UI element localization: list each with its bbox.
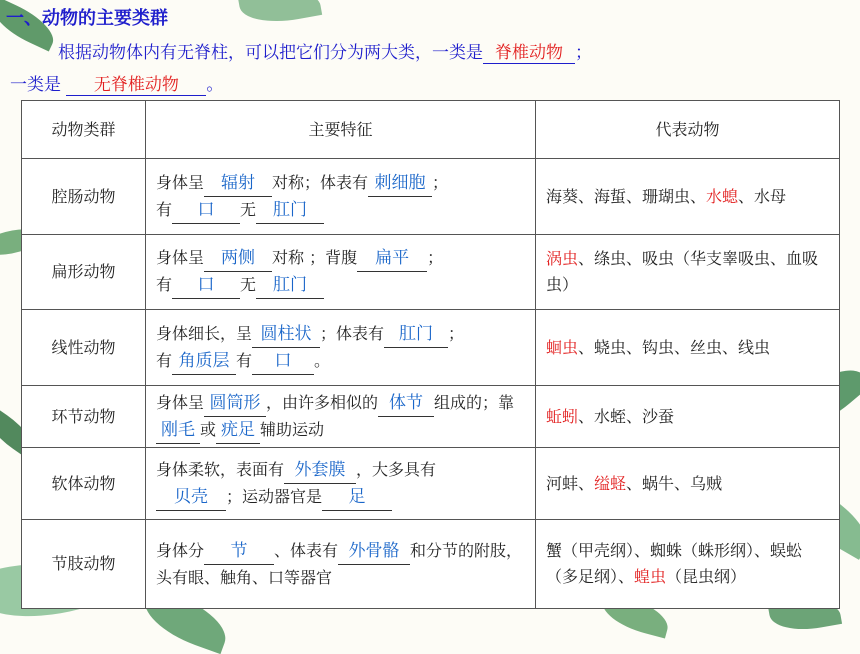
table-row: [22, 448, 840, 520]
example-text: 、水蛭、沙蚕: [578, 406, 675, 426]
example-highlight: 蛔虫: [546, 337, 579, 357]
table-row: [22, 386, 840, 448]
feature-text: ；体表有: [320, 323, 385, 343]
feature-text: 有: [236, 350, 253, 370]
feature-text: 身体细长，呈: [156, 323, 253, 343]
intro-text: 。: [206, 75, 224, 95]
example-highlight: 蝗虫: [634, 567, 667, 586]
feature-text: 无: [240, 199, 257, 219]
feature-answer: 圆柱状: [252, 321, 320, 348]
feature-answer: 刺细胞: [368, 170, 432, 197]
feature-answer: 贝壳: [156, 484, 226, 511]
examples-cell: [536, 520, 840, 609]
feature-text: 身体分: [156, 540, 205, 560]
feature-text: 、体表有: [274, 540, 339, 560]
example-text: 蟹（甲壳纲）、蜘蛛（蛛形纲）、蜈蚣（多足纲）、: [546, 541, 803, 586]
example-text: 河蚌、: [546, 473, 595, 493]
feature-text: ；: [432, 172, 449, 192]
feature-text: ；: [427, 248, 444, 267]
feature-answer: 刚毛: [156, 417, 200, 444]
page-title: 一、动物的主要类群: [6, 8, 168, 29]
feature-answer: 口: [172, 197, 240, 224]
examples-cell: [536, 159, 840, 235]
table-row: [22, 310, 840, 386]
feature-answer: 疣足: [216, 417, 260, 444]
intro-answer-2: 无脊椎动物: [66, 70, 206, 96]
feature-answer: 足: [322, 484, 392, 511]
feature-answer: 外骨骼: [338, 538, 410, 565]
feature-text: 或: [200, 419, 217, 439]
feature-text: 无: [240, 275, 257, 294]
features-cell: [146, 520, 536, 609]
group-name: 软体动物: [22, 448, 146, 520]
feature-text: ；: [448, 323, 465, 343]
example-text: （昆虫纲）: [666, 567, 747, 586]
example-text: 海葵、海蜇、珊瑚虫、: [546, 186, 707, 206]
feature-text: 身体呈: [156, 392, 205, 412]
example-text: 、绦虫、吸虫（华支睾吸虫、血吸虫）: [546, 249, 819, 294]
intro-line-2: [10, 70, 223, 96]
feature-text: 对称；体表有: [272, 172, 369, 192]
examples-cell: [536, 235, 840, 310]
feature-answer: 肛门: [256, 197, 324, 224]
header-group: 动物类群: [22, 101, 146, 159]
animal-groups-table: [21, 100, 840, 609]
intro-line-1: [58, 38, 592, 64]
feature-text: 辅助运动: [260, 419, 325, 439]
feature-text: 组成的；靠: [434, 392, 515, 412]
feature-answer: 两侧: [204, 245, 272, 272]
intro-text: 根据动物体内有无脊柱，可以把它们分为两大类，一类是: [58, 43, 483, 63]
feature-answer: 体节: [378, 390, 434, 417]
feature-text: 有: [156, 350, 173, 370]
feature-text: 身体呈: [156, 172, 205, 192]
feature-text: 身体柔软，表面有: [156, 459, 285, 479]
table-row: [22, 520, 840, 609]
feature-answer: 口: [172, 272, 240, 299]
features-cell: [146, 448, 536, 520]
feature-answer: 角质层: [172, 348, 236, 375]
table-header-row: [22, 101, 840, 159]
features-cell: [146, 159, 536, 235]
features-cell: [146, 235, 536, 310]
group-name: 节肢动物: [22, 520, 146, 609]
header-examples: 代表动物: [536, 101, 840, 159]
feature-text: 有: [156, 275, 173, 294]
table-row: [22, 235, 840, 310]
feature-text: ，由许多相似的: [266, 392, 379, 412]
feature-text: 。: [314, 350, 331, 370]
example-highlight: 涡虫: [546, 249, 579, 268]
feature-text: ；运动器官是: [226, 486, 323, 506]
feature-text: 身体呈: [156, 248, 205, 267]
group-name: 腔肠动物: [22, 159, 146, 235]
feature-answer: 节: [204, 538, 274, 565]
group-name: 扁形动物: [22, 235, 146, 310]
table-row: [22, 159, 840, 235]
feature-answer: 圆筒形: [204, 390, 266, 417]
feature-answer: 扁平: [357, 245, 427, 272]
example-text: 、水母: [738, 186, 787, 206]
feature-text: 对称 ；背腹: [272, 248, 358, 267]
features-cell: [146, 386, 536, 448]
feature-text: ，大多具有: [356, 459, 437, 479]
intro-answer-1: 脊椎动物: [483, 38, 575, 64]
header-features: 主要特征: [146, 101, 536, 159]
examples-cell: [536, 386, 840, 448]
example-highlight: 水螅: [706, 186, 739, 206]
feature-answer: 肛门: [384, 321, 448, 348]
feature-answer: 肛门: [256, 272, 324, 299]
examples-cell: [536, 448, 840, 520]
group-name: 环节动物: [22, 386, 146, 448]
feature-answer: 外套膜: [284, 457, 356, 484]
example-highlight: 蚯蚓: [546, 406, 579, 426]
feature-answer: 辐射: [204, 170, 272, 197]
feature-text: 和分节的附肢，头有眼、触角、口等器官: [156, 540, 523, 587]
group-name: 线性动物: [22, 310, 146, 386]
example-text: 、蜗牛、乌贼: [626, 473, 723, 493]
leaf-decoration: [238, 0, 322, 29]
example-highlight: 缢蛏: [594, 473, 627, 493]
intro-text: ；: [575, 43, 592, 63]
feature-answer: 口: [252, 348, 314, 375]
examples-cell: [536, 310, 840, 386]
example-text: 、蛲虫、钩虫、丝虫、线虫: [578, 337, 771, 357]
features-cell: [146, 310, 536, 386]
feature-text: 有: [156, 199, 173, 219]
intro-text: 一类是: [10, 75, 61, 95]
